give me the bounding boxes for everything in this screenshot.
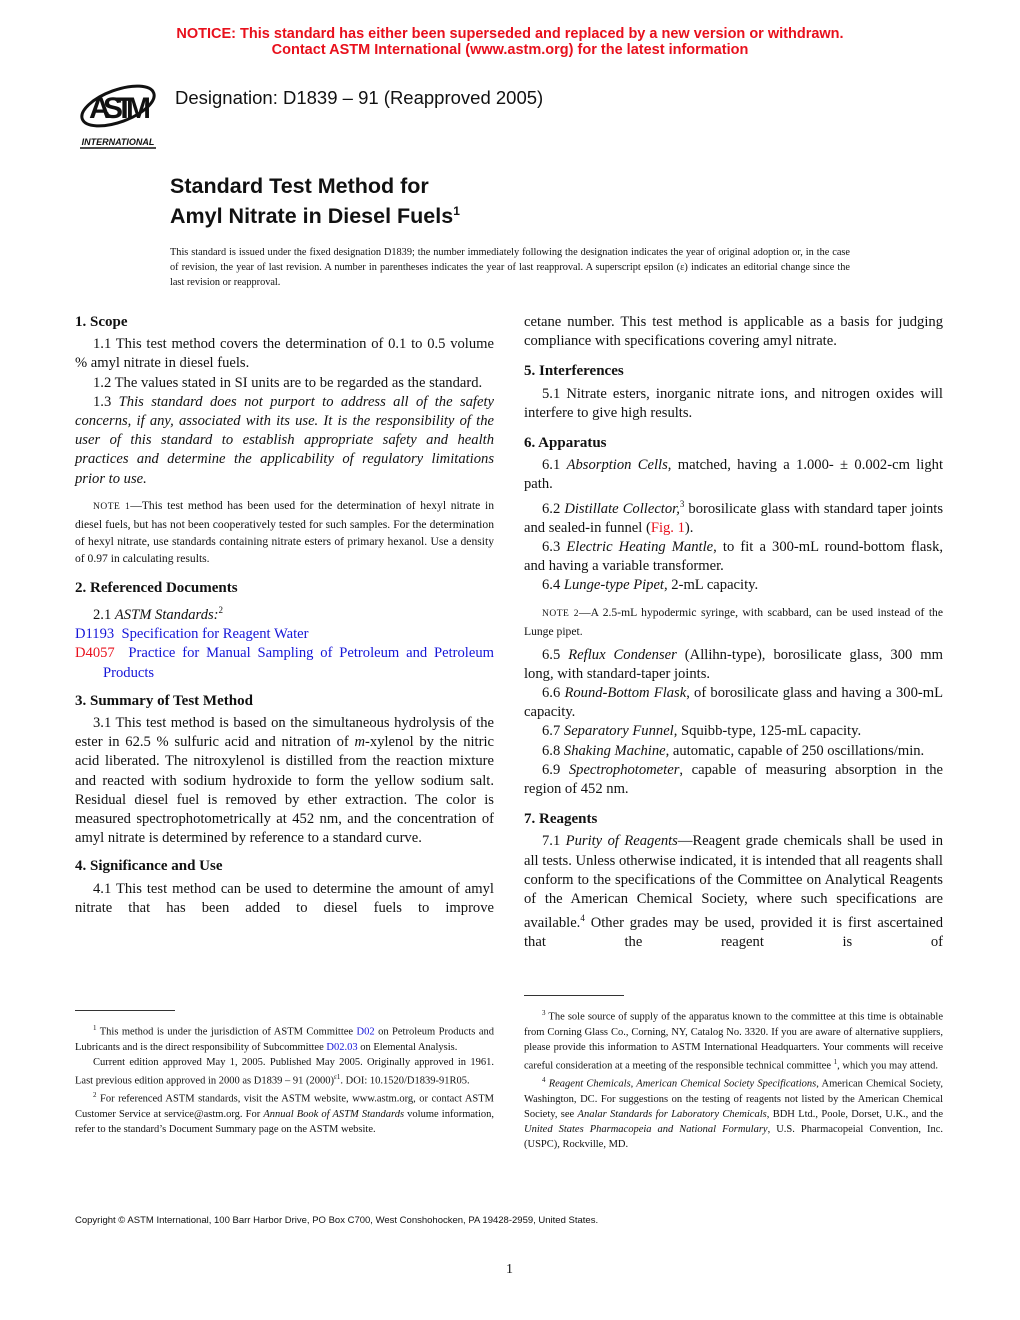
title-line-2: Amyl Nitrate in Diesel Fuels	[170, 204, 454, 229]
footnote-divider	[524, 995, 624, 996]
section-heading-scope: 1. Scope	[75, 314, 128, 330]
paragraph-1-1: 1.1 This test method covers the determination of 0.1 to 0.5 volume % amyl nitrate in diesel fuels.	[75, 336, 494, 372]
reference-code-link[interactable]: D1193	[75, 626, 115, 643]
right-column	[524, 313, 943, 952]
astm-logo-icon	[76, 78, 160, 150]
reference-title-link[interactable]: Specification for Reagent Water	[121, 626, 309, 643]
title-line-1: Standard Test Method for	[170, 174, 429, 198]
paragraph-7-1: 7.1 Purity of Reagents—Reagent grade chemicals shall be used in all tests. Unless otherwise indicated, it is intended that all reagents shall conform to the specifications of the Committee on Analytical Reagents of the American Chemical Society, where such specifications are available.$^4$ Other grades may be used, provided it is first ascertained that the reagent is of	[524, 833, 943, 951]
paragraph-1-2: 1.2 The values stated in SI units are to be regarded as the standard.	[93, 374, 483, 391]
section-heading-referenced-documents: 2. Referenced Documents	[75, 579, 238, 596]
footnote-2: $^2$ For referenced ASTM standards, visit the ASTM website, www.astm.org, or contact ASTM Customer Service at service@astm.org. For Annual Book of ASTM Standards volume information, refer to the standard’s Document Summary page on the ASTM website.	[75, 1091, 494, 1136]
reference-d4057[interactable]	[75, 644, 494, 682]
notice-line-2: Contact ASTM International (www.astm.org) for the latest information	[271, 42, 749, 58]
subcommittee-d02-03-link[interactable]: D02.03	[326, 1041, 358, 1053]
section-heading-interferences: 5. Interferences	[524, 363, 624, 380]
paragraph-4-1: 4.1 This test method can be used to determine the amount of amyl nitrate that has been added to diesel fuels to improve	[75, 880, 494, 916]
left-column	[75, 313, 494, 918]
section-heading-summary: 3. Summary of Test Method	[75, 692, 253, 709]
footnotes-left	[75, 1021, 494, 1137]
figure-1-link[interactable]: Fig. 1	[650, 519, 685, 536]
section-heading-significance: 4. Significance and Use	[75, 858, 223, 875]
committee-d02-link[interactable]: D02	[356, 1026, 375, 1038]
paragraph-2-1: 2.1 ASTM Standards:$^2$	[93, 605, 224, 623]
reference-d1193[interactable]	[75, 625, 494, 644]
svg-text:INTERNATIONAL: INTERNATIONAL	[81, 137, 155, 147]
notice-line-1: NOTICE: This standard has either been superseded and replaced by a new version or withdrawn.	[176, 26, 844, 42]
apparatus-item: 6.9 Spectrophotometer, capable of measuring absorption in the region of 452 nm.	[524, 761, 943, 797]
footnote-4: $^4$ Reagent Chemicals, American Chemical Society Specifications, American Chemical Society, Washington, DC. For suggestions on the testing of reagents not listed by the American Chemical Society, see Analar Standards for Laboratory Chemicals, BDH Ltd., Poole, Dorset, U.K., and the United States Pharmacopeia and National Formulary, U.S. Pharmacopeial Convention, Inc. (USPC), Rockville, MD.	[524, 1076, 943, 1151]
paragraph-5-1: 5.1 Nitrate esters, inorganic nitrate ions, and nitrogen oxides will interfere to give high results.	[524, 385, 943, 421]
paragraph-1-3: 1.3 This standard does not purport to address all of the safety concerns, if any, associated with its use. It is the responsibility of the user of this standard to establish appropriate safety and health practices and determine the applicability of regulatory limitations prior to use.	[75, 393, 494, 487]
apparatus-item: 6.1 Absorption Cells, matched, having a 1.000- ± 0.002-cm light path.	[524, 457, 944, 493]
section-heading-reagents: 7. Reagents	[524, 811, 598, 828]
apparatus-item: 6.5 Reflux Condenser (Allihn-type), borosilicate glass, 300 mm long, with standard-taper joints.	[524, 646, 944, 682]
reference-code-link[interactable]: D4057	[75, 645, 115, 662]
section-heading-apparatus: 6. Apparatus	[524, 435, 607, 452]
issuance-statement: This standard is issued under the fixed designation D1839; the number immediately following the designation indicates the year of original adoption or, in the case of revision, the year of last revision. A number in parentheses indicates the year of last reapproval. A superscript epsilon (ε) indicates an editorial change since the last revision or reapproval.	[170, 247, 850, 288]
note-1: NOTE 1—This test method has been used for the determination of hexyl nitrate in diesel fuels, but has not been cooperatively tested for such samples. For the determination of hexyl nitrate, use standards containing nitrate esters of primary hexanol. Use a density of 0.97 in calculating results.	[75, 498, 495, 565]
paragraph-3-1: 3.1 This test method is based on the simultaneous hydrolysis of the ester in 62.5 % sulfuric acid and nitration of m-xylenol by the nitric acid liberated. The nitroxylenol is distilled from the reaction mixture and reacted with sodium hydroxide to form the yellow sodium salt. Residual diesel fuel is removed by ether extraction. The color is measured spectrophotometrically at 452 nm, and the concentration of amyl nitrate is determined by reference to a standard curve.	[75, 714, 494, 847]
copyright: Copyright © ASTM International, 100 Barr Harbor Drive, PO Box C700, West Conshohocken, PA 19428-2959, United States.	[75, 1215, 599, 1226]
apparatus-item: 6.8 Shaking Machine, automatic, capable of 250 oscillations/min.	[542, 742, 925, 759]
footnote-1: $^1$ This method is under the jurisdiction of ASTM Committee D02 on Petroleum Products and Lubricants and is the direct responsibility of Subcommittee D02.03 on Elemental Analysis.	[75, 1024, 495, 1053]
svg-text:ASTM: ASTM	[89, 92, 151, 125]
apparatus-item: 6.7 Separatory Funnel, Squibb-type, 125-mL capacity.	[542, 723, 862, 740]
title-footnote-ref[interactable]: 1	[453, 204, 460, 218]
apparatus-item: 6.3 Electric Heating Mantle, to fit a 300-mL round-bottom flask, and having a variable transformer.	[524, 538, 944, 575]
footnote-divider	[75, 1010, 175, 1011]
paragraph-4-1-continued: cetane number. This test method is applicable as a basis for judging compliance with specifications covering amyl nitrate.	[524, 314, 943, 350]
apparatus-item: 6.4 Lunge-type Pipet, 2-mL capacity.	[542, 577, 759, 594]
apparatus-item: 6.6 Round-Bottom Flask, of borosilicate glass and having a 300-mL capacity.	[524, 684, 943, 721]
document-title	[170, 174, 460, 229]
reference-title-link[interactable]: Practice for Manual Sampling of Petroleum and Petroleum Products	[103, 645, 494, 681]
page-number: 1	[506, 1262, 513, 1277]
withdrawal-notice	[0, 26, 1020, 58]
footnotes-right	[524, 1006, 943, 1152]
designation: Designation: D1839 – 91 (Reapproved 2005)	[175, 87, 544, 108]
footnote-1-edition: Current edition approved May 1, 2005. Published May 2005. Originally approved in 1961. Last previous edition approved in 2000 as D1839 – 91 $(2000)^{\varepsilon 1}$. DOI: 10.1520/D1839-91R05.	[75, 1056, 494, 1087]
apparatus-item: 6.2 Distillate Collector,$^3$ borosilicate glass with standard taper joints and sealed-in funnel (Fig. 1).	[524, 498, 944, 536]
note-2: NOTE 2—A 2.5-mL hypodermic syringe, with scabbard, can be used instead of the Lunge pipet.	[524, 605, 944, 638]
footnote-3: $^3$ The sole source of supply of the apparatus known to the committee at this time is obtainable from Corning Glass Co., Corning, NY, Catalog No. 3320. If you are aware of alternative suppliers, please provide this information to ASTM International Headquarters. Your comments will receive careful consideration at a meeting of the responsible technical committee $^1$, which you may attend.	[524, 1009, 943, 1072]
